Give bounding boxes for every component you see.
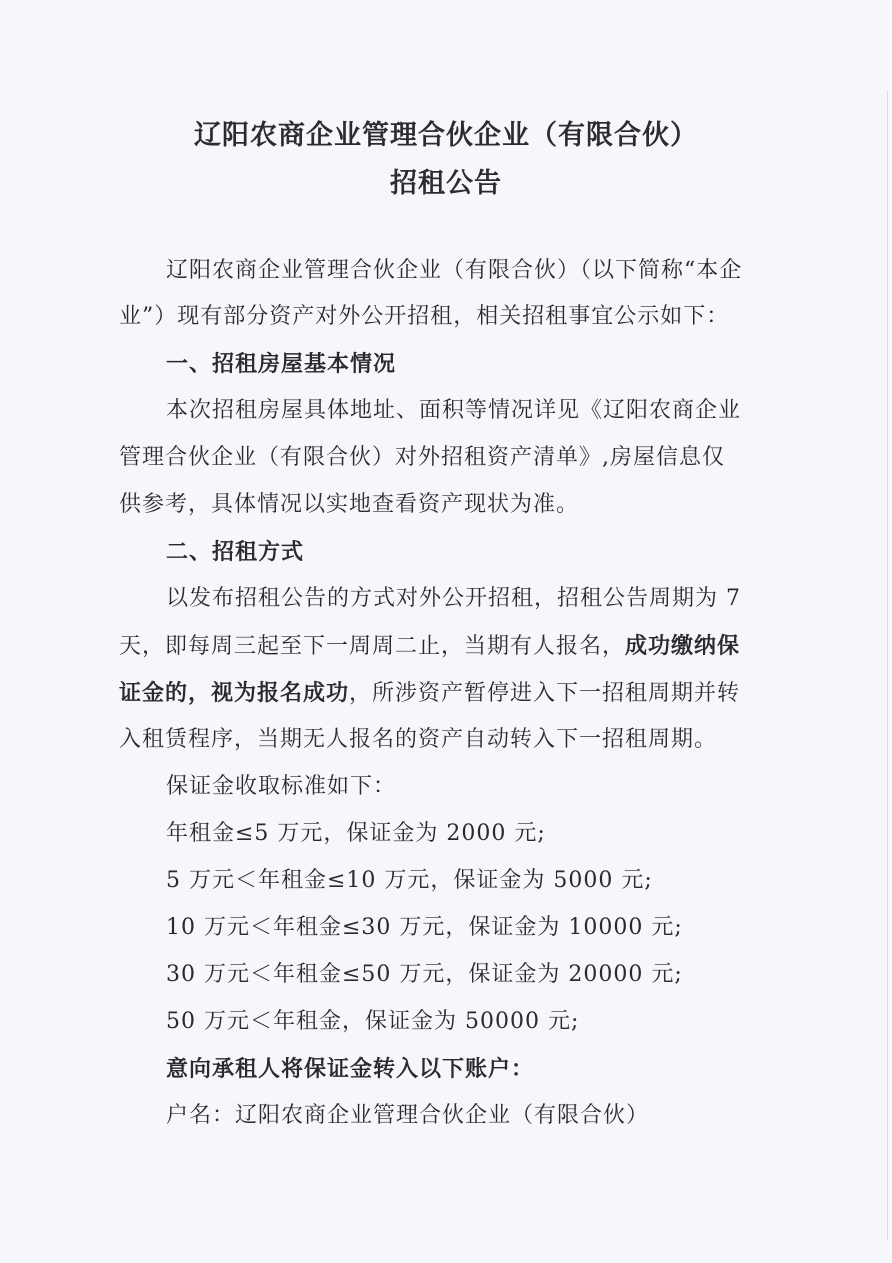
scan-edge-line [887, 90, 888, 1240]
section2-line-2-bold: 成功缴纳保 [625, 633, 741, 659]
section2-line-3-text: ，所涉资产暂停进入下一招租周期并转 [349, 681, 741, 706]
deposit-rule: 10 万元＜年租金≤30 万元，保证金为 10000 元; [166, 915, 683, 940]
document-title: 辽阳农商企业管理合伙企业（有限合伙） [194, 120, 698, 151]
deposit-heading: 保证金收取标准如下： [166, 774, 397, 799]
section1-line-1: 本次招租房屋具体地址、面积等情况详见《辽阳农商企业 [166, 398, 742, 423]
section2-line-4: 入租赁程序，当期无人报名的资产自动转入下一招租周期。 [119, 727, 718, 752]
intro-line-2: 业”）现有部分资产对外公开招租，相关招租事宜公示如下： [119, 304, 730, 329]
section1-line-3: 供参考，具体情况以实地查看资产现状为准。 [119, 492, 580, 517]
section2-heading: 二、招租方式 [166, 539, 305, 565]
account-heading: 意向承租人将保证金转入以下账户： [166, 1056, 535, 1082]
section2-line-2 [119, 631, 740, 662]
section2-line-3 [119, 678, 740, 709]
section2-line-2-text: 天，即每周三起至下一周周二止，当期有人报名， [119, 634, 626, 659]
deposit-rule: 年租金≤5 万元，保证金为 2000 元; [166, 821, 546, 846]
account-name-line: 户名：辽阳农商企业管理合伙企业（有限合伙） [166, 1103, 650, 1128]
section1-heading: 一、招租房屋基本情况 [166, 351, 397, 377]
section2-line-1: 以发布招租公告的方式对外公开招租，招租公告周期为 7 [166, 586, 741, 611]
deposit-rule: 50 万元＜年租金，保证金为 50000 元; [166, 1009, 580, 1034]
deposit-rule: 5 万元＜年租金≤10 万元，保证金为 5000 元; [166, 868, 653, 893]
section1-line-2: 管理合伙企业（有限合伙）对外招租资产清单》,房屋信息仅 [119, 445, 725, 470]
document-subtitle: 招租公告 [390, 168, 502, 199]
intro-line-1: 辽阳农商企业管理合伙企业（有限合伙）（以下简称“本企 [166, 258, 743, 283]
deposit-rule: 30 万元＜年租金≤50 万元，保证金为 20000 元; [166, 962, 683, 987]
section2-line-3-bold: 证金的，视为报名成功 [119, 680, 350, 706]
